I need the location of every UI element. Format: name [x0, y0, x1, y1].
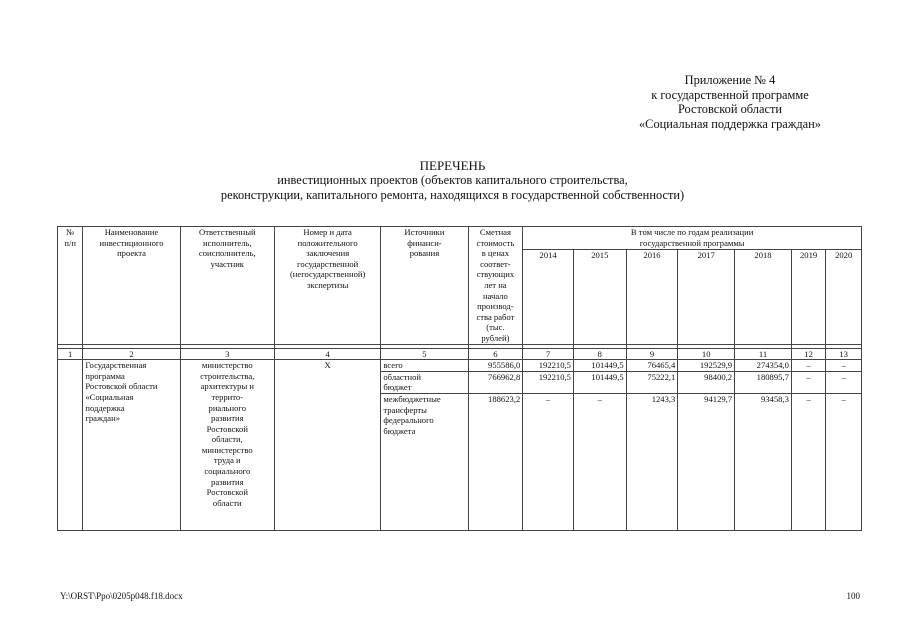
header-text: Ответственный: [198, 227, 256, 237]
executor-text: труда и: [213, 455, 241, 466]
header-text: стоимость: [476, 237, 515, 248]
executor-text: области,: [211, 434, 243, 445]
header-text: ства работ: [476, 311, 515, 322]
row-number-cell: [58, 360, 83, 531]
header-year: 2016: [626, 250, 678, 345]
year-value-cell: 274354,0: [735, 360, 792, 372]
appendix-line: к государственной программе: [651, 87, 809, 102]
header-text: рования: [409, 248, 440, 259]
year-value-cell: 1243,3: [626, 393, 678, 530]
header-text: Источники: [404, 227, 445, 237]
executor-text: архитектуры и: [200, 381, 254, 392]
project-name-text: граждан»: [85, 413, 120, 424]
header-text: государственной: [297, 258, 359, 269]
header-text: Сметная: [479, 227, 511, 237]
year-value-cell: 192529,9: [678, 360, 735, 372]
column-number: 10: [678, 348, 735, 360]
appendix-line: Приложение № 4: [684, 73, 776, 87]
source-text: бюджета: [383, 425, 416, 436]
cost-cell: 766962,8: [468, 371, 523, 393]
header-text: производ-: [477, 301, 514, 312]
header-text: экспертизы: [306, 279, 349, 290]
project-name-text: поддержка: [85, 402, 125, 413]
source-cell: [381, 371, 468, 393]
header-year: 2015: [573, 250, 626, 345]
header-text: п/п: [64, 237, 76, 248]
header-text: В том числе по годам реализации: [630, 227, 754, 237]
year-value-cell: –: [523, 393, 574, 530]
year-value-cell: –: [791, 393, 825, 530]
column-number: 3: [180, 348, 274, 360]
project-name-text: программа: [85, 370, 125, 381]
executor-text: социального: [204, 466, 251, 477]
project-name-text: Ростовской области: [85, 381, 158, 392]
header-year: 2019: [791, 250, 825, 345]
column-number: 11: [735, 348, 792, 360]
header-text: лет на: [484, 279, 507, 290]
appendix-block: [560, 73, 900, 131]
header-text: соисполнитель,: [198, 248, 256, 259]
year-value-cell: –: [826, 371, 862, 393]
column-number-row: [58, 348, 862, 360]
document-subtitle-line: реконструкции, капитального ремонта, находящихся в государственной собственности): [220, 188, 685, 202]
header-text: (тыс.: [486, 322, 505, 333]
column-number: 6: [468, 348, 523, 360]
year-value-cell: 180895,7: [735, 371, 792, 393]
executor-cell: [180, 360, 274, 531]
conclusion-cell: Х: [274, 360, 380, 531]
executor-text: министерство: [201, 444, 253, 455]
year-value-cell: 192210,5: [523, 371, 574, 393]
header-cost: [468, 227, 523, 345]
column-number: 4: [274, 348, 380, 360]
executor-text: развития: [211, 413, 244, 424]
year-value-cell: 76465,4: [626, 360, 678, 372]
header-text: инвестиционного: [99, 237, 164, 248]
source-cell: [381, 360, 468, 372]
table-row: [58, 360, 862, 372]
column-number: 5: [381, 348, 468, 360]
header-text: в ценах: [481, 248, 510, 259]
footer-file-path: Y:\ORST\Ppo\0205p048.f18.docx: [60, 591, 183, 601]
column-number: 9: [626, 348, 678, 360]
source-text: межбюджетные: [383, 393, 441, 404]
source-text: трансферты: [383, 404, 427, 415]
source-text: федерального: [383, 415, 434, 426]
year-value-cell: 75222,1: [626, 371, 678, 393]
header-year: 2014: [523, 250, 574, 345]
executor-text: развития: [211, 476, 244, 487]
project-name-text: «Социальная: [85, 391, 134, 402]
header-text: соответ-: [480, 258, 511, 269]
column-number: 12: [791, 348, 825, 360]
header-text: №: [66, 227, 75, 237]
header-num: [58, 227, 83, 345]
header-years-group: [523, 227, 862, 250]
executor-text: Ростовской: [206, 423, 248, 434]
year-value-cell: 93458,3: [735, 393, 792, 530]
year-value-cell: –: [826, 360, 862, 372]
header-text: начало: [482, 290, 508, 301]
executor-text: министерство: [201, 360, 253, 371]
investment-projects-table: [57, 226, 862, 531]
project-name-text: Государственная: [85, 360, 147, 371]
header-row: [58, 227, 862, 250]
appendix-line: «Социальная поддержка граждан»: [638, 116, 822, 131]
document-subtitle-line: инвестиционных проектов (объектов капитального строительства,: [277, 173, 628, 187]
column-number: 13: [826, 348, 862, 360]
executor-text: области: [212, 497, 242, 508]
column-number: 2: [83, 348, 180, 360]
header-year: 2020: [826, 250, 862, 345]
header-text: (негосударственной): [289, 269, 366, 280]
header-text: финанси-: [407, 237, 442, 248]
header-conclusion: [274, 227, 380, 345]
executor-text: риального: [208, 402, 247, 413]
source-text: всего: [383, 360, 403, 371]
header-text: Наименование: [104, 227, 159, 237]
header-text: заключения: [306, 248, 350, 259]
year-value-cell: –: [573, 393, 626, 530]
header-text: положительного: [297, 237, 358, 248]
year-value-cell: –: [791, 360, 825, 372]
year-value-cell: 101449,5: [573, 371, 626, 393]
executor-text: строительства,: [200, 370, 255, 381]
cost-cell: 188623,2: [468, 393, 523, 530]
header-text: участник: [210, 258, 244, 269]
header-text: Номер и дата: [303, 227, 352, 237]
year-value-cell: 98400,2: [678, 371, 735, 393]
source-cell: [381, 393, 468, 530]
source-text: областной: [383, 371, 421, 382]
appendix-line: Ростовской области: [677, 102, 783, 116]
header-source: [381, 227, 468, 345]
column-number: 8: [573, 348, 626, 360]
year-value-cell: –: [791, 371, 825, 393]
cost-cell: 955586,0: [468, 360, 523, 372]
header-year: 2018: [735, 250, 792, 345]
source-text: бюджет: [383, 382, 412, 393]
year-value-cell: 192210,5: [523, 360, 574, 372]
executor-text: террито-: [211, 391, 244, 402]
page-number: 100: [846, 591, 860, 601]
header-text: исполнитель,: [202, 237, 252, 248]
header-year: 2017: [678, 250, 735, 345]
column-number: 7: [523, 348, 574, 360]
year-value-cell: –: [826, 393, 862, 530]
header-name: [83, 227, 180, 345]
header-text: государственной программы: [639, 237, 745, 248]
column-number: 1: [58, 348, 83, 360]
header-text: проекта: [117, 248, 146, 259]
executor-text: Ростовской: [206, 487, 248, 498]
header-text: рублей): [481, 332, 510, 343]
document-title: ПЕРЕЧЕНЬ: [419, 158, 486, 173]
header-executor: [180, 227, 274, 345]
header-text: ствующих: [476, 269, 515, 280]
project-name-cell: [83, 360, 180, 531]
year-value-cell: 101449,5: [573, 360, 626, 372]
year-value-cell: 94129,7: [678, 393, 735, 530]
document-heading: [0, 158, 905, 203]
